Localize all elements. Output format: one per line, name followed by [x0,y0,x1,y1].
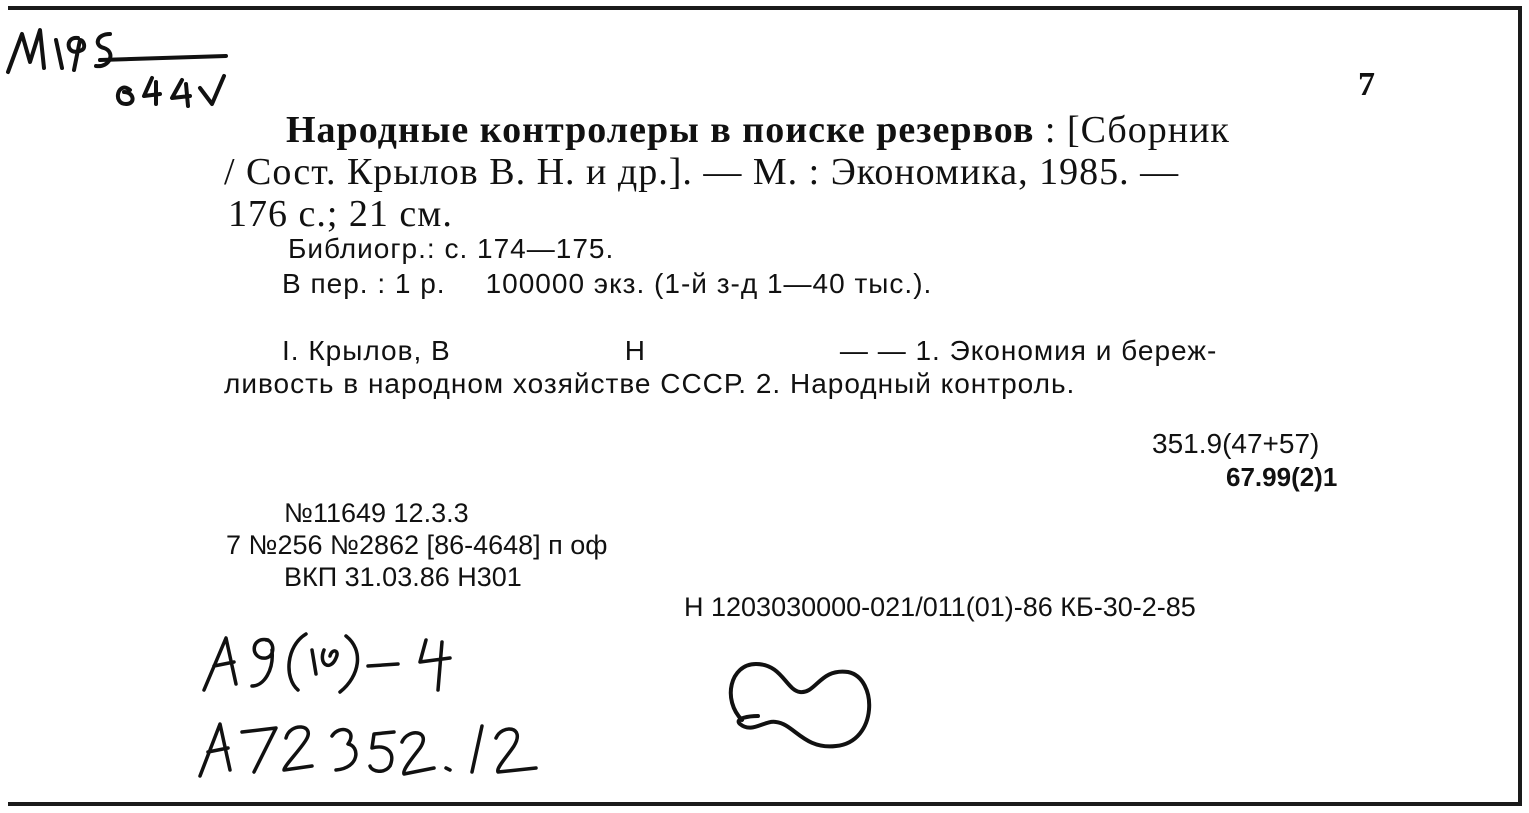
title-rest: : [Сборник [1034,109,1230,151]
registry-line-3: ВКП 31.03.86 Н301 [284,562,522,592]
title-line-2: / Сост. Крылов В. Н. и др.]. — М. : Экономика, 1985. — [224,151,1180,193]
subjects-line-1 [282,335,1217,367]
bibliography-note: Библиогр.: с. 174—175. [288,233,615,264]
title-line-1 [286,108,1230,152]
registry-line-2: 7 №256 №2862 [86-4648] п оф [226,530,608,560]
registry-line-1: №11649 12.3.3 [284,498,469,528]
author-initial: Н [624,335,646,366]
handwritten-shelfmark-bottom [180,620,620,800]
title-main: Народные контролеры в поиске резервов [286,109,1035,151]
subject-headings: — — 1. Экономия и береж- [839,335,1218,366]
print-run: 100000 экз. (1-й з-д 1—40 тыс.). [485,268,933,299]
handwritten-shelfmark-top [0,0,260,120]
price-binding: В пер. : 1 р. [282,268,446,299]
classification-bbk: 67.99(2)1 [1226,462,1338,492]
author-entry: I. Крылов, В [282,335,451,366]
subjects-line-2: ливость в народном хозяйстве СССР. 2. Народный контроль. [224,368,1076,399]
classification-udc: 351.9(47+57) [1152,428,1320,459]
card-number: 7 [1358,66,1375,103]
handwritten-loop-mark [720,650,890,760]
price-note [282,268,932,300]
title-line-3: 176 с.; 21 см. [228,193,453,235]
publisher-code: Н 1203030000-021/011(01)-86 КБ-30-2-85 [684,592,1196,622]
